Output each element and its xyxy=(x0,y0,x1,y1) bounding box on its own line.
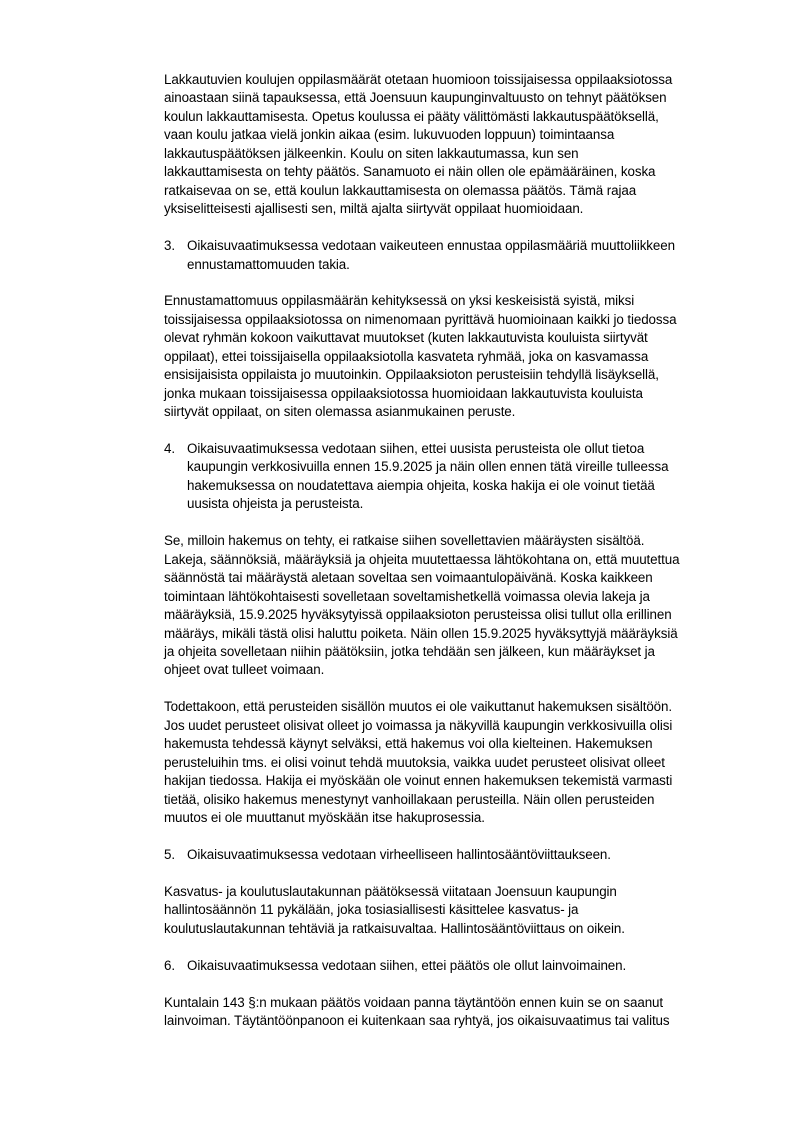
text-line: Lakeja, säännöksiä, määräyksiä ja ohjeita muutettaessa lähtökohtana on, että muutettua xyxy=(164,551,680,567)
text-line: toimintaan lähtökohtaisesti sovelletaan soveltamishetkellä voimassa olevia lakeja ja xyxy=(164,588,650,604)
text-line: Kuntalain 143 §:n mukaan päätös voidaan panna täytäntöön ennen kuin se on saanut xyxy=(164,994,664,1010)
text-line: ja ohjeita sovelletaan niihin päätöksiin, jotka tehdään sen jälkeen, kun määräykset ja xyxy=(164,643,655,659)
item-number: 6. xyxy=(164,957,175,973)
text-line: Jos uudet perusteet olisivat olleet jo voimassa ja näkyvillä kaupungin verkkosivuilla olisi xyxy=(164,717,673,733)
numbered-item xyxy=(164,237,744,274)
numbered-item xyxy=(164,957,744,975)
item-text xyxy=(187,237,744,274)
text-line: määräys, mikäli tästä olisi haluttu poiketa. Näin ollen 15.9.2025 hyväksyttyjä määräyksiä xyxy=(164,625,678,641)
text-line: yksiselitteisesti ajallisesti sen, miltä ajalta siirtyvät oppilaat huomioidaan. xyxy=(164,201,584,217)
paragraph xyxy=(164,698,744,827)
text-line: ainoastaan siinä tapauksessa, että Joensuun kaupunginvaltuusto on tehnyt päätöksen xyxy=(164,90,667,106)
text-line: Se, milloin hakemus on tehty, ei ratkaise siihen sovellettavien määräysten sisältöä. xyxy=(164,533,645,549)
text-line: koulun lakkauttamisesta. Opetus koulussa ei pääty välittömästi lakkautuspäätöksellä, xyxy=(164,108,659,124)
item-number: 4. xyxy=(164,441,175,457)
item-number: 5. xyxy=(164,846,175,862)
text-line: hallintosäännön 11 pykälään, joka tosiasiallisesti käsittelee kasvatus- ja xyxy=(164,902,579,918)
text-line: ohjeet ovat tulleet voimaan. xyxy=(164,662,325,678)
text-line: vaan koulu jatkaa vielä jonkin aikaa (esim. lukuvuoden loppuun) toimintaansa xyxy=(164,127,615,143)
text-line: jonka mukaan toissijaisessa oppilaaksiotossa huomioidaan lakkautuvista kouluista xyxy=(164,385,643,401)
text-line: uusista ohjeista ja perusteista. xyxy=(187,496,364,512)
text-line: toissijaisessa oppilaaksiotossa on nimenomaan pyrittävä huomioinaan kaikki jo tiedossa xyxy=(164,311,677,327)
text-line: Oikaisuvaatimuksessa vedotaan virheelliseen hallintosääntöviittaukseen. xyxy=(187,846,611,862)
text-line: Oikaisuvaatimuksessa vedotaan siihen, ettei uusista perusteista ole ollut tietoa xyxy=(187,441,645,457)
text-line: ensisijaisista oppilaista jo muutoinkin. Oppilaaksioton perusteisiin tehdyllä lisäyksellä, xyxy=(164,367,659,383)
text-line: oppilaat), ettei toissijaisella oppilaaksiotolla kasvateta ryhmää, joka on kasvamassa xyxy=(164,348,649,364)
item-text xyxy=(187,957,744,975)
text-line: ratkaisevaa on se, että koulun lakkauttamisesta on olemassa päätös. Tämä rajaa xyxy=(164,182,637,198)
text-line: Todettakoon, että perusteiden sisällön muutos ei ole vaikuttanut hakemuksen sisältöön. xyxy=(164,699,672,715)
numbered-item xyxy=(164,846,744,864)
item-number: 3. xyxy=(164,238,175,254)
text-line: siirtyvät oppilaat, on siten olemassa asianmukainen peruste. xyxy=(164,404,516,420)
text-line: hakemusta tehdessä käynyt selväksi, että hakemus voi olla kielteinen. Hakemuksen xyxy=(164,736,653,752)
text-line: hakemuksessa on noudatettava aiempia ohjeita, koska hakija ei ole voinut tietää xyxy=(187,477,655,493)
text-line: säännöstä tai määräystä aletaan soveltaa sen voimaantulopäivänä. Koska kaikkeen xyxy=(164,570,653,586)
text-line: lakkautuspäätöksen jälkeenkin. Koulu on siten lakkautumassa, kun sen xyxy=(164,145,579,161)
text-line: Ennustamattomuus oppilasmäärän kehityksessä on yksi keskeisistä syistä, miksi xyxy=(164,293,635,309)
text-line: määräyksiä, 15.9.2025 hyväksytyissä oppilaaksioton perusteissa olisi tullut olla erillinen xyxy=(164,607,672,623)
text-line: lainvoiman. Täytäntöönpanoon ei kuitenkaan saa ryhtyä, jos oikaisuvaatimus tai valitus xyxy=(164,1012,670,1028)
paragraph xyxy=(164,994,744,1031)
document-page xyxy=(164,71,744,1049)
text-line: Lakkautuvien koulujen oppilasmäärät otetaan huomioon toissijaisessa oppilaaksiotossa xyxy=(164,72,673,87)
text-line: kaupungin verkkosivuilla ennen 15.9.2025 ja näin ollen ennen tätä vireille tulleessa xyxy=(187,459,669,475)
paragraph xyxy=(164,292,744,421)
text-line: ennustamattomuuden takia. xyxy=(187,256,350,272)
paragraph xyxy=(164,532,744,680)
paragraph xyxy=(164,883,744,938)
text-line: perusteluihin tms. ei olisi voinut tehdä muutoksia, vaikka uudet perusteet olisivat olleet xyxy=(164,754,665,770)
paragraph xyxy=(164,71,744,219)
text-line: Oikaisuvaatimuksessa vedotaan siihen, ettei päätös ole ollut lainvoimainen. xyxy=(187,957,627,973)
item-text xyxy=(187,846,744,864)
text-line: tietää, olisiko hakemus menestynyt vanhoillakaan perusteilla. Näin ollen perusteiden xyxy=(164,791,655,807)
text-line: olevat ryhmän kokoon vaikuttavat muutokset (kuten lakkautuvista kouluista siirtyvät xyxy=(164,330,648,346)
item-text xyxy=(187,440,744,514)
text-line: Kasvatus- ja koulutuslautakunnan päätöksessä viitataan Joensuun kaupungin xyxy=(164,883,617,899)
text-line: lakkauttamisesta on tehty päätös. Sanamuoto ei näin ollen ole epämääräinen, koska xyxy=(164,164,656,180)
text-line: Oikaisuvaatimuksessa vedotaan vaikeuteen ennustaa oppilasmääriä muuttoliikkeen xyxy=(187,238,675,254)
text-line: koulutuslautakunnan tehtäviä ja ratkaisuvaltaa. Hallintosääntöviittaus on oikein. xyxy=(164,920,625,936)
text-line: muutos ei ole muuttanut myöskään itse hakuprosessia. xyxy=(164,810,485,826)
numbered-item xyxy=(164,440,744,514)
text-line: hakijan tiedossa. Hakija ei myöskään ole voinut ennen hakemuksen tekemistä varmasti xyxy=(164,773,673,789)
